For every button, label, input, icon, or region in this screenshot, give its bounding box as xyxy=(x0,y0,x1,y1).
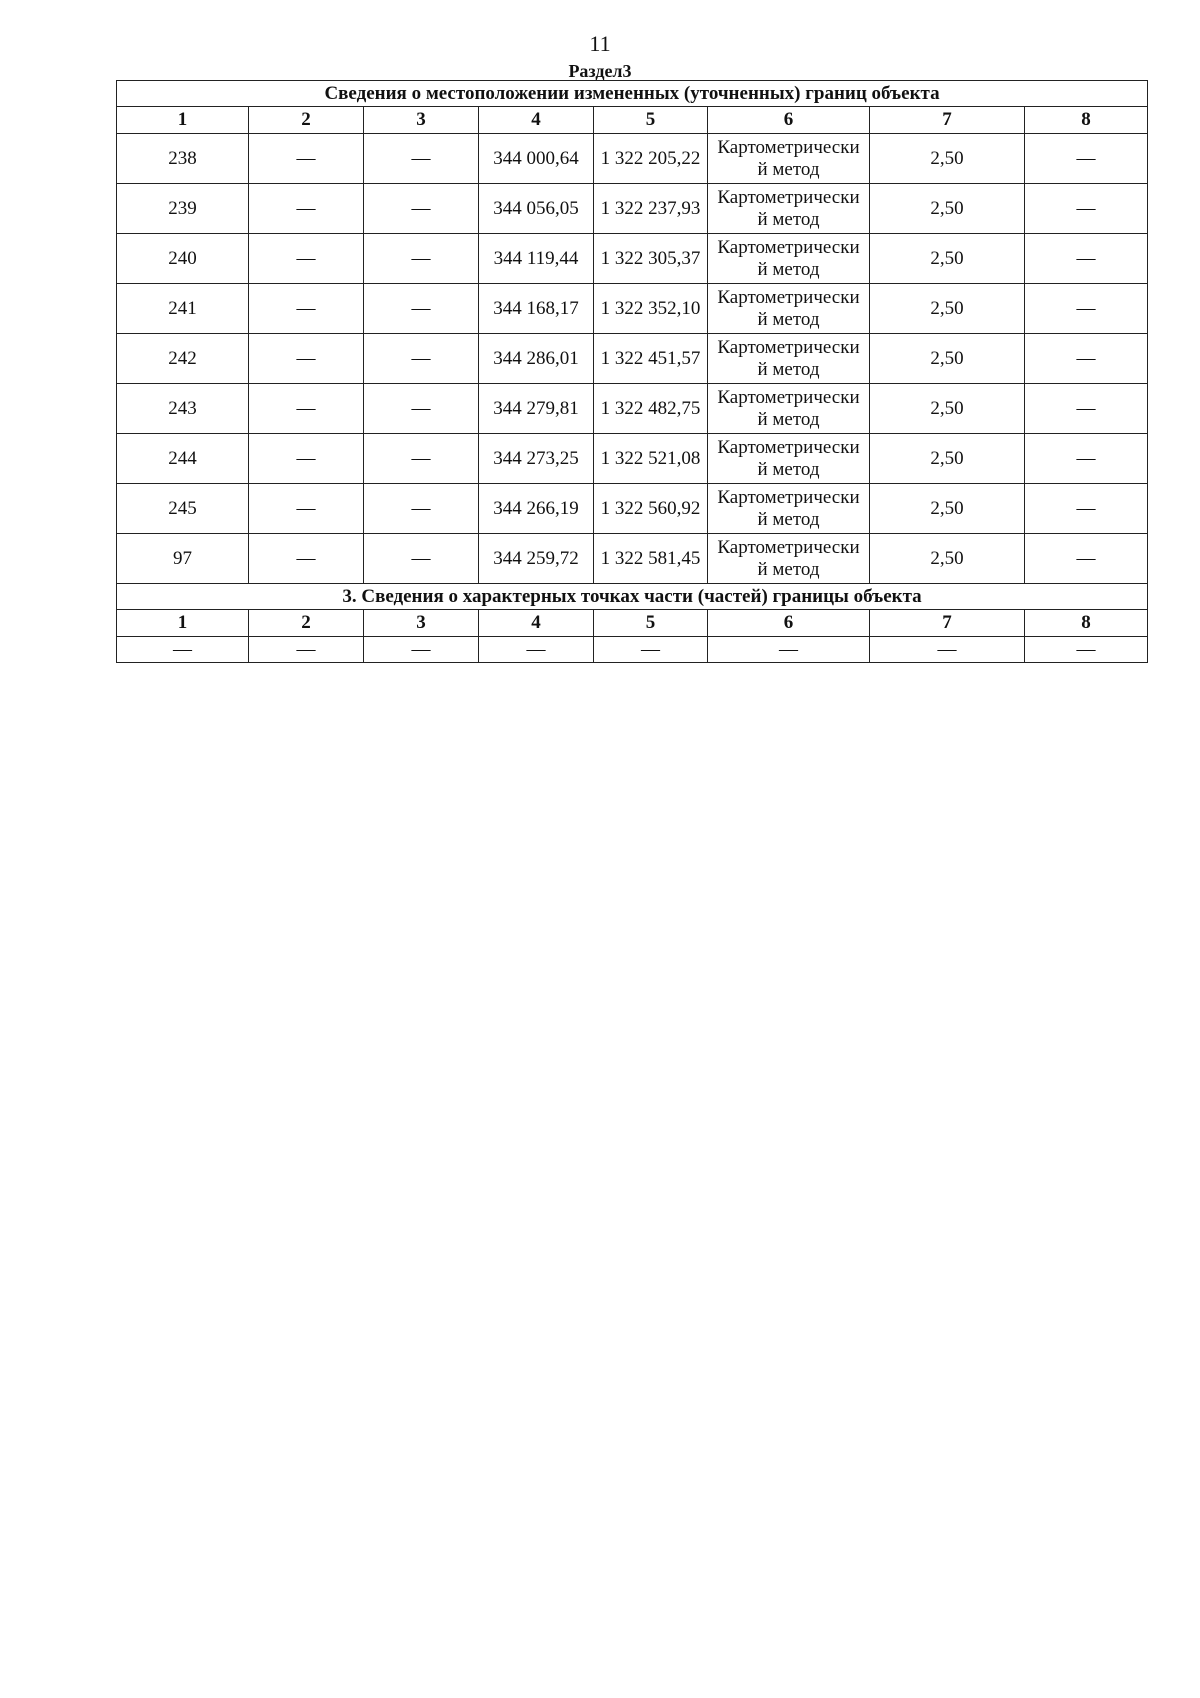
method-text-line: й метод xyxy=(757,408,820,430)
column-number-header: 3 xyxy=(364,610,479,637)
table-cell: — xyxy=(249,484,364,534)
table-cell: — xyxy=(249,434,364,484)
table-cell: 244 xyxy=(117,434,249,484)
method-cell xyxy=(708,184,870,234)
method-text-line: Картометрически xyxy=(717,186,860,208)
table-cell: 240 xyxy=(117,234,249,284)
table-cell: — xyxy=(249,234,364,284)
column-number-header: 8 xyxy=(1025,610,1148,637)
table-cell: 2,50 xyxy=(870,384,1025,434)
table2-caption: 3. Сведения о характерных точках части (частей) границы объекта xyxy=(117,584,1148,610)
method-cell xyxy=(708,434,870,484)
table-cell: — xyxy=(249,637,364,663)
table-cell: 344 273,25 xyxy=(479,434,594,484)
column-number-header: 4 xyxy=(479,610,594,637)
table-row xyxy=(117,434,1148,484)
table-cell: — xyxy=(249,284,364,334)
table-cell: — xyxy=(1025,234,1148,284)
column-number-header: 7 xyxy=(870,107,1025,134)
table-cell: — xyxy=(117,637,249,663)
table-cell: — xyxy=(249,384,364,434)
table-cell: — xyxy=(1025,334,1148,384)
table-cell: 239 xyxy=(117,184,249,234)
column-number-header: 5 xyxy=(594,107,708,134)
table-cell: 2,50 xyxy=(870,334,1025,384)
column-number-header: 6 xyxy=(708,610,870,637)
table-row xyxy=(117,637,1148,663)
method-text-line: Картометрически xyxy=(717,536,860,558)
column-number-header: 8 xyxy=(1025,107,1148,134)
table-cell: — xyxy=(1025,637,1148,663)
method-text-line: Картометрически xyxy=(717,336,860,358)
table-cell: 2,50 xyxy=(870,234,1025,284)
method-text-line: й метод xyxy=(757,308,820,330)
table-cell: 2,50 xyxy=(870,134,1025,184)
table-cell: — xyxy=(249,134,364,184)
table-cell: — xyxy=(1025,284,1148,334)
section-title: Раздел3 xyxy=(568,61,632,81)
table-row xyxy=(117,284,1148,334)
table-cell: 344 119,44 xyxy=(479,234,594,284)
method-cell xyxy=(708,284,870,334)
column-number-header: 2 xyxy=(249,107,364,134)
table-cell: 243 xyxy=(117,384,249,434)
table-body xyxy=(117,81,1148,663)
column-number-header: 1 xyxy=(117,610,249,637)
column-number-header: 7 xyxy=(870,610,1025,637)
table-cell: — xyxy=(364,637,479,663)
column-number-header: 6 xyxy=(708,107,870,134)
table-cell: 1 322 521,08 xyxy=(594,434,708,484)
table-cell: — xyxy=(364,134,479,184)
table-cell: 2,50 xyxy=(870,534,1025,584)
method-cell xyxy=(708,484,870,534)
table-cell: — xyxy=(1025,384,1148,434)
table-cell: — xyxy=(594,637,708,663)
method-cell xyxy=(708,534,870,584)
table-cell: 344 266,19 xyxy=(479,484,594,534)
method-text-line: й метод xyxy=(757,158,820,180)
table-cell: 97 xyxy=(117,534,249,584)
table-cell: 1 322 482,75 xyxy=(594,384,708,434)
table-cell: — xyxy=(249,184,364,234)
table-row xyxy=(117,484,1148,534)
method-text-line: Картометрически xyxy=(717,486,860,508)
table-cell: 241 xyxy=(117,284,249,334)
table-cell: — xyxy=(1025,434,1148,484)
table-cell: 1 322 560,92 xyxy=(594,484,708,534)
table-cell: 344 286,01 xyxy=(479,334,594,384)
table-cell: 242 xyxy=(117,334,249,384)
table-cell: 245 xyxy=(117,484,249,534)
table1-column-numbers-row xyxy=(117,107,1148,134)
table-cell: 1 322 205,22 xyxy=(594,134,708,184)
table-cell: 1 322 581,45 xyxy=(594,534,708,584)
table-cell: 2,50 xyxy=(870,484,1025,534)
table1-caption-row xyxy=(117,81,1148,107)
method-text-line: Картометрически xyxy=(717,386,860,408)
table-cell: 1 322 352,10 xyxy=(594,284,708,334)
page-number: 11 xyxy=(589,31,611,56)
table-row xyxy=(117,134,1148,184)
column-number-header: 1 xyxy=(117,107,249,134)
table-cell: 344 000,64 xyxy=(479,134,594,184)
table-cell: 2,50 xyxy=(870,434,1025,484)
table-cell: — xyxy=(364,484,479,534)
method-text-line: Картометрически xyxy=(717,236,860,258)
table-cell: 344 168,17 xyxy=(479,284,594,334)
table-cell: — xyxy=(364,184,479,234)
method-text-line: Картометрически xyxy=(717,136,860,158)
method-cell xyxy=(708,334,870,384)
table-row xyxy=(117,234,1148,284)
table-cell: — xyxy=(364,434,479,484)
table-cell: 1 322 237,93 xyxy=(594,184,708,234)
method-text-line: й метод xyxy=(757,458,820,480)
table-cell: 2,50 xyxy=(870,284,1025,334)
table-cell: — xyxy=(364,534,479,584)
method-text-line: й метод xyxy=(757,258,820,280)
method-text-line: й метод xyxy=(757,208,820,230)
method-cell xyxy=(708,384,870,434)
table-cell: — xyxy=(479,637,594,663)
table-cell: — xyxy=(1025,134,1148,184)
table-cell: 238 xyxy=(117,134,249,184)
table1-caption: Сведения о местоположении измененных (уточненных) границ объекта xyxy=(117,81,1148,107)
table-row xyxy=(117,184,1148,234)
table-cell: — xyxy=(364,284,479,334)
table-cell: — xyxy=(364,334,479,384)
column-number-header: 5 xyxy=(594,610,708,637)
table-cell: — xyxy=(364,384,479,434)
column-number-header: 4 xyxy=(479,107,594,134)
method-text-line: Картометрически xyxy=(717,436,860,458)
table-cell: 344 279,81 xyxy=(479,384,594,434)
table-cell: — xyxy=(1025,484,1148,534)
column-number-header: 2 xyxy=(249,610,364,637)
table-cell: 1 322 451,57 xyxy=(594,334,708,384)
table-cell: — xyxy=(708,637,870,663)
method-cell xyxy=(708,234,870,284)
method-text-line: Картометрически xyxy=(717,286,860,308)
table-cell: 1 322 305,37 xyxy=(594,234,708,284)
column-number-header: 3 xyxy=(364,107,479,134)
method-text-line: й метод xyxy=(757,558,820,580)
table-row xyxy=(117,334,1148,384)
table-cell: — xyxy=(249,534,364,584)
method-text-line: й метод xyxy=(757,358,820,380)
boundary-points-table xyxy=(116,80,1148,663)
table-row xyxy=(117,534,1148,584)
table2-caption-row xyxy=(117,584,1148,610)
table-cell: — xyxy=(1025,534,1148,584)
table-cell: — xyxy=(870,637,1025,663)
table-cell: — xyxy=(1025,184,1148,234)
table-cell: 344 056,05 xyxy=(479,184,594,234)
table-cell: — xyxy=(364,234,479,284)
method-text-line: й метод xyxy=(757,508,820,530)
table-cell: 344 259,72 xyxy=(479,534,594,584)
method-cell xyxy=(708,134,870,184)
table2-column-numbers-row xyxy=(117,610,1148,637)
table-cell: 2,50 xyxy=(870,184,1025,234)
table-cell: — xyxy=(249,334,364,384)
table-row xyxy=(117,384,1148,434)
